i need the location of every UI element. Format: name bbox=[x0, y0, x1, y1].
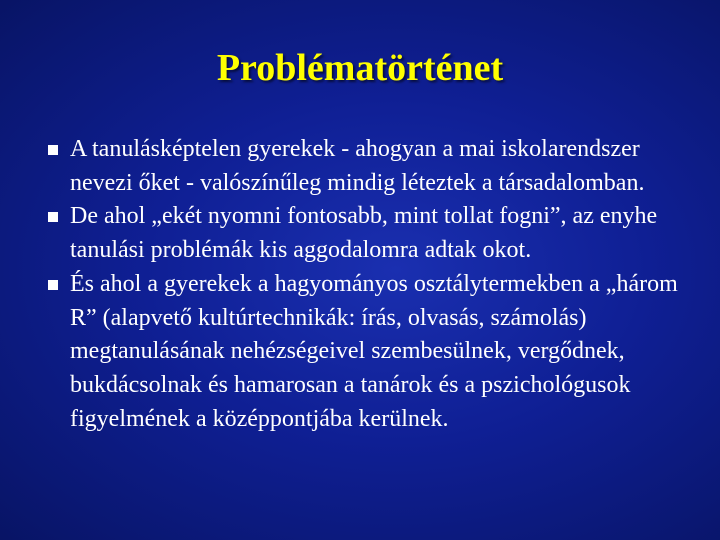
slide-title: Problématörténet bbox=[216, 47, 504, 89]
bullet-list bbox=[48, 133, 678, 436]
bullet-text: De ahol „ekét nyomni fontosabb, mint tollat fogni”, az enyhe tanulási problémák kis aggodalomra adtak okot. bbox=[70, 203, 658, 264]
square-bullet-icon bbox=[48, 145, 58, 155]
bullet-item bbox=[48, 268, 678, 437]
square-bullet-icon bbox=[48, 212, 58, 222]
square-bullet-icon bbox=[48, 280, 58, 290]
bullet-text: És ahol a gyerekek a hagyományos osztálytermekben a „három R” (alapvető kultúrtechnikák: írás, olvasás, számolás) megtanulásának nehézségeivel szembesülnek, vergődnek, bukdácsolnak és hamarosan a tanárok és a pszichológusok figyelmének a középpontjába kerülnek. bbox=[70, 270, 678, 432]
bullet-text: A tanulásképtelen gyerekek - ahogyan a mai iskolarendszer nevezi őket - valószínűleg mindig léteztek a társadalomban. bbox=[70, 136, 645, 196]
bullet-item bbox=[48, 200, 678, 267]
bullet-item bbox=[48, 133, 678, 200]
